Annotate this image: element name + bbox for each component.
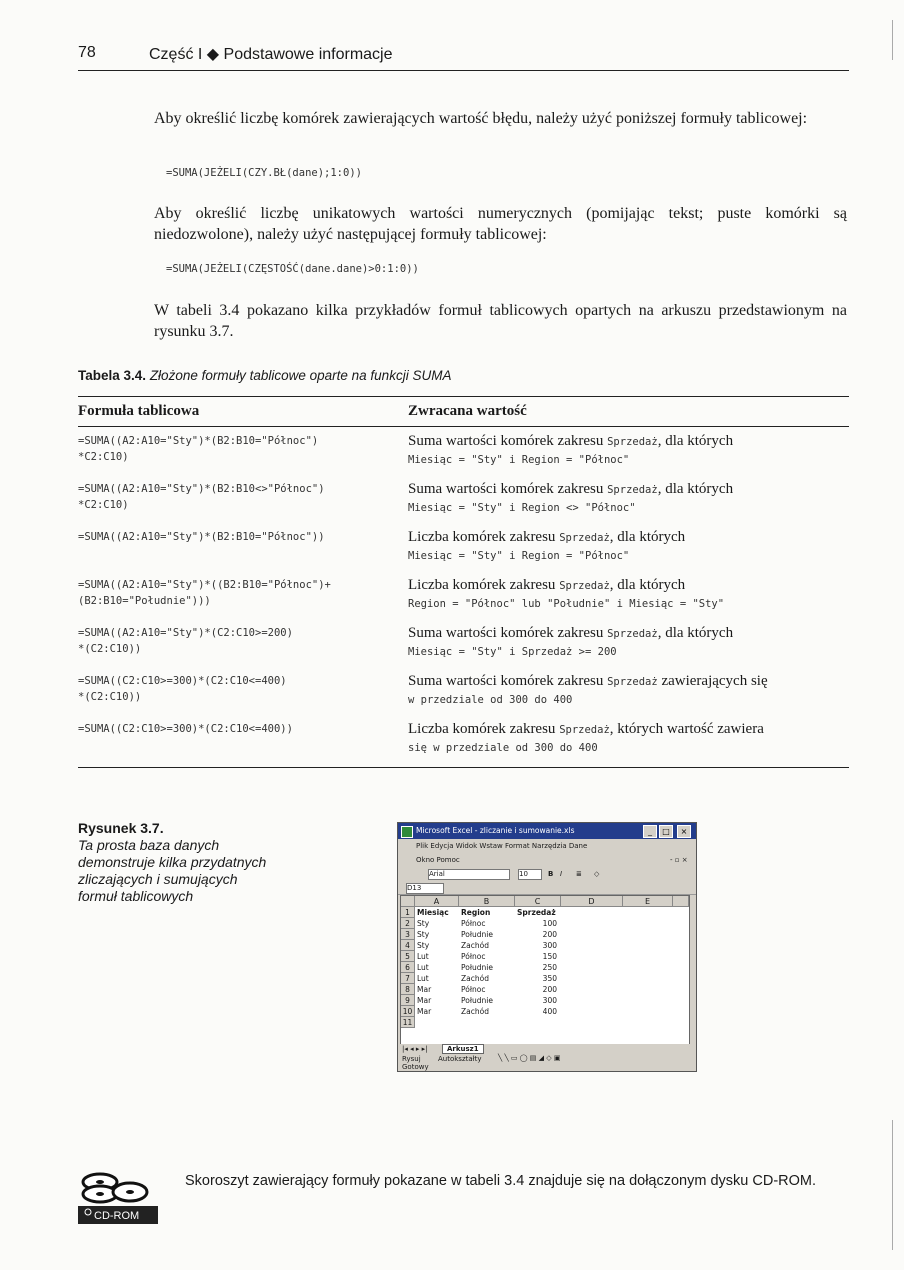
sheet-tab[interactable]: Arkusz1 bbox=[442, 1044, 484, 1054]
result-text: Liczba komórek zakresu bbox=[408, 721, 560, 737]
scrollbar-top[interactable] bbox=[673, 896, 689, 907]
row-header[interactable]: 2 bbox=[401, 918, 415, 929]
shape-tools-icons[interactable]: ╲ ╲ ▭ ◯ ▤ ◢ ◇ ▣ bbox=[498, 1054, 561, 1062]
sheet-cell[interactable]: Zachód bbox=[461, 974, 489, 983]
row-header[interactable]: 6 bbox=[401, 962, 415, 973]
result-text: Liczba komórek zakresu bbox=[408, 577, 560, 593]
sheet-cell[interactable]: 200 bbox=[542, 985, 557, 994]
paragraph-2: Aby określić liczbę unikatowych wartości numerycznych (pomijając tekst; puste komórki są niedozwolone), należy użyć następującej formuły tablicowej: bbox=[154, 205, 847, 243]
sheet-cell[interactable]: 250 bbox=[542, 963, 557, 972]
formula-cell: =SUMA((A2:A10="Sty")*(B2:B10="Północ")) bbox=[78, 531, 325, 543]
table-row bbox=[78, 427, 849, 476]
col-header-a[interactable]: A bbox=[415, 896, 459, 907]
row-header[interactable]: 7 bbox=[401, 973, 415, 984]
result-text: Suma wartości komórek zakresu bbox=[408, 433, 608, 449]
sheet-cell[interactable]: Mar bbox=[417, 1007, 432, 1016]
status-bar: Gotowy bbox=[402, 1063, 429, 1071]
close-icon[interactable]: × bbox=[677, 825, 691, 838]
sheet-cell[interactable]: Mar bbox=[417, 985, 432, 994]
excel-doc-controls[interactable]: - ▫ × bbox=[670, 856, 688, 864]
result-range: Sprzedaż bbox=[559, 580, 610, 592]
sheet-cell[interactable]: Południe bbox=[461, 963, 493, 972]
sheet-cell[interactable]: Sty bbox=[417, 941, 430, 950]
paragraph-3: W tabeli 3.4 pokazano kilka przykładów formuł tablicowych opartych na arkuszu przedstawionym na rysunku 3.7. bbox=[154, 302, 847, 340]
result-cell bbox=[408, 571, 849, 619]
row-header[interactable]: 9 bbox=[401, 995, 415, 1006]
formula-cell: =SUMA((A2:A10="Sty")*(B2:B10<>"Północ") *C2:C10) bbox=[78, 483, 325, 511]
fill-color-icon[interactable]: ◇ bbox=[594, 870, 600, 878]
col-header-d[interactable]: D bbox=[561, 896, 623, 907]
font-size-box[interactable]: 10 bbox=[518, 869, 542, 880]
table-caption-label: Tabela 3.4. bbox=[78, 368, 147, 383]
result-condition: Miesiąc = "Sty" i Sprzedaż >= 200 bbox=[408, 646, 617, 658]
cd-rom-icon bbox=[78, 1168, 158, 1224]
cd-rom-label: CD-ROM bbox=[94, 1210, 140, 1222]
sheet-cell[interactable]: Sty bbox=[417, 919, 430, 928]
row-header[interactable]: 5 bbox=[401, 951, 415, 962]
result-text-tail: , dla których bbox=[657, 481, 734, 497]
result-text-tail: zawierających się bbox=[657, 673, 768, 689]
formula-cell: =SUMA((C2:C10>=300)*(C2:C10<=400) *(C2:C10)) bbox=[78, 675, 287, 703]
excel-grid bbox=[400, 895, 690, 1045]
excel-formula-bar bbox=[398, 882, 696, 895]
sheet-cell[interactable]: Zachód bbox=[461, 941, 489, 950]
sheet-cell[interactable]: Lut bbox=[417, 952, 429, 961]
result-range: Sprzedaż bbox=[607, 628, 658, 640]
minimize-icon[interactable]: _ bbox=[643, 825, 657, 838]
excel-app-icon bbox=[401, 826, 413, 838]
result-range: Sprzedaż bbox=[607, 676, 658, 688]
figure-label: Rysunek 3.7. bbox=[78, 820, 164, 836]
row-header[interactable]: 1 bbox=[401, 907, 415, 918]
sheet-cell[interactable]: Zachód bbox=[461, 1007, 489, 1016]
table-caption-text: Złożone formuły tablicowe oparte na funkcji SUMA bbox=[149, 368, 452, 383]
page-number: 78 bbox=[78, 44, 96, 61]
drawing-toolbar bbox=[398, 1056, 696, 1064]
draw-button[interactable]: Rysuj bbox=[402, 1055, 421, 1063]
chapter-title: Część I ◆ Podstawowe informacje bbox=[149, 46, 393, 63]
result-range: Sprzedaż bbox=[607, 436, 658, 448]
maximize-icon[interactable]: □ bbox=[659, 825, 673, 838]
paragraph-1: Aby określić liczbę komórek zawierających wartość błędu, należy użyć poniższej formuły tablicowej: bbox=[154, 110, 808, 127]
row-header[interactable]: 8 bbox=[401, 984, 415, 995]
sheet-cell[interactable]: Region bbox=[461, 908, 491, 917]
result-condition: Miesiąc = "Sty" i Region = "Północ" bbox=[408, 550, 630, 562]
result-cell bbox=[408, 715, 849, 768]
align-icon[interactable]: ≣ bbox=[576, 870, 582, 878]
sheet-cell[interactable]: Lut bbox=[417, 963, 429, 972]
sheet-cell[interactable]: Mar bbox=[417, 996, 432, 1005]
excel-window bbox=[397, 822, 697, 1072]
result-range: Sprzedaż bbox=[607, 484, 658, 496]
scan-edge-mark-2 bbox=[892, 1120, 893, 1250]
sheet-cell[interactable]: Południe bbox=[461, 996, 493, 1005]
italic-icon[interactable]: I bbox=[560, 870, 563, 878]
row-header[interactable]: 11 bbox=[401, 1017, 415, 1028]
sheet-cell[interactable]: Sty bbox=[417, 930, 430, 939]
name-box[interactable]: D13 bbox=[406, 883, 444, 894]
result-cell bbox=[408, 427, 849, 476]
formula-cell: =SUMA((A2:A10="Sty")*(B2:B10="Północ") *C2:C10) bbox=[78, 435, 319, 463]
sheet-cell[interactable]: 150 bbox=[542, 952, 557, 961]
sheet-cell[interactable]: 300 bbox=[542, 996, 557, 1005]
formula-cell: =SUMA((A2:A10="Sty")*((B2:B10="Północ")+ (B2:B10="Południe"))) bbox=[78, 579, 331, 607]
bold-icon[interactable]: B bbox=[548, 870, 554, 878]
excel-title: Microsoft Excel - zliczanie i sumowanie.xls bbox=[416, 826, 575, 835]
sheet-cell[interactable]: Miesiąc bbox=[417, 908, 449, 917]
row-header[interactable]: 4 bbox=[401, 940, 415, 951]
result-cell bbox=[408, 475, 849, 523]
col-header-result: Zwracana wartość bbox=[408, 397, 849, 427]
table-row bbox=[78, 619, 849, 667]
result-condition: Region = "Północ" lub "Południe" i Miesiąc = "Sty" bbox=[408, 598, 725, 610]
col-header-e[interactable]: E bbox=[623, 896, 673, 907]
sheet-cell[interactable]: 350 bbox=[542, 974, 557, 983]
formula-cell: =SUMA((A2:A10="Sty")*(C2:C10>=200) *(C2:C10)) bbox=[78, 627, 293, 655]
formula-cell: =SUMA((C2:C10>=300)*(C2:C10<=400)) bbox=[78, 715, 408, 768]
sheet-cell[interactable]: 200 bbox=[542, 930, 557, 939]
sheet-cell[interactable]: 300 bbox=[542, 941, 557, 950]
cd-rom-note: Skoroszyt zawierający formuły pokazane w tabeli 3.4 znajduje się na dołączonym dysku CD-ROM. bbox=[185, 1173, 817, 1189]
result-text-tail: , dla których bbox=[657, 433, 734, 449]
result-cell bbox=[408, 667, 849, 715]
result-range: Sprzedaż bbox=[559, 532, 610, 544]
result-condition: Miesiąc = "Sty" i Region = "Północ" bbox=[408, 454, 630, 466]
table-caption bbox=[78, 368, 451, 383]
excel-title-bar bbox=[398, 823, 696, 839]
sheet-cell[interactable]: Południe bbox=[461, 930, 493, 939]
result-text-tail: , dla których bbox=[609, 577, 686, 593]
sheet-cell[interactable]: 400 bbox=[542, 1007, 557, 1016]
font-name-box[interactable]: Arial bbox=[428, 869, 510, 880]
result-text: Suma wartości komórek zakresu bbox=[408, 481, 608, 497]
result-cell bbox=[408, 619, 849, 667]
result-cell bbox=[408, 523, 849, 571]
autoshapes-button[interactable]: Autokształty bbox=[438, 1055, 482, 1063]
result-text: Suma wartości komórek zakresu bbox=[408, 625, 608, 641]
table-header-row bbox=[78, 397, 849, 427]
figure-caption-text: Ta prosta baza danych demonstruje kilka przydatnych zliczających i sumujących formuł tablicowych bbox=[78, 837, 267, 904]
sheet-cell[interactable]: Północ bbox=[461, 952, 486, 961]
formula-table bbox=[78, 396, 849, 768]
col-header-c[interactable]: C bbox=[515, 896, 561, 907]
excel-menu-items-2[interactable]: Okno Pomoc bbox=[416, 856, 460, 864]
code-formula-2: =SUMA(JEŻELI(CZĘSTOŚĆ(dane.dane)>0:1:0)) bbox=[166, 263, 419, 275]
corner-cell[interactable] bbox=[401, 896, 415, 907]
sheet-cell[interactable]: Lut bbox=[417, 974, 429, 983]
table-row bbox=[78, 475, 849, 523]
result-condition: się w przedziale od 300 do 400 bbox=[408, 742, 598, 754]
table-row bbox=[78, 523, 849, 571]
excel-format-toolbar bbox=[398, 867, 696, 883]
excel-menu-items[interactable]: Plik Edycja Widok Wstaw Format Narzędzia Dane bbox=[416, 842, 588, 850]
sheet-cell[interactable]: Północ bbox=[461, 985, 486, 994]
sheet-cell[interactable]: 100 bbox=[542, 919, 557, 928]
result-text-tail: , których wartość zawiera bbox=[609, 721, 764, 737]
result-range: Sprzedaż bbox=[559, 724, 610, 736]
row-header[interactable]: 10 bbox=[401, 1006, 415, 1017]
figure-caption bbox=[78, 820, 268, 905]
row-header[interactable]: 3 bbox=[401, 929, 415, 940]
result-text: Suma wartości komórek zakresu bbox=[408, 673, 608, 689]
sheet-cell[interactable]: Północ bbox=[461, 919, 486, 928]
table-row bbox=[78, 571, 849, 619]
code-formula-1: =SUMA(JEŻELI(CZY.BŁ(dane);1:0)) bbox=[166, 167, 362, 179]
result-text: Liczba komórek zakresu bbox=[408, 529, 560, 545]
running-header bbox=[78, 40, 849, 71]
sheet-nav-icons[interactable]: |◂ ◂ ▸ ▸| bbox=[402, 1045, 428, 1053]
table-row bbox=[78, 667, 849, 715]
result-condition: Miesiąc = "Sty" i Region <> "Północ" bbox=[408, 502, 636, 514]
col-header-b[interactable]: B bbox=[459, 896, 515, 907]
result-text-tail: , dla których bbox=[657, 625, 734, 641]
result-condition: w przedziale od 300 do 400 bbox=[408, 694, 573, 706]
result-text-tail: , dla których bbox=[609, 529, 686, 545]
col-header-formula: Formuła tablicowa bbox=[78, 397, 408, 427]
sheet-cell[interactable]: Sprzedaż bbox=[517, 908, 556, 917]
scan-edge-mark bbox=[892, 20, 893, 60]
table-row bbox=[78, 715, 849, 768]
